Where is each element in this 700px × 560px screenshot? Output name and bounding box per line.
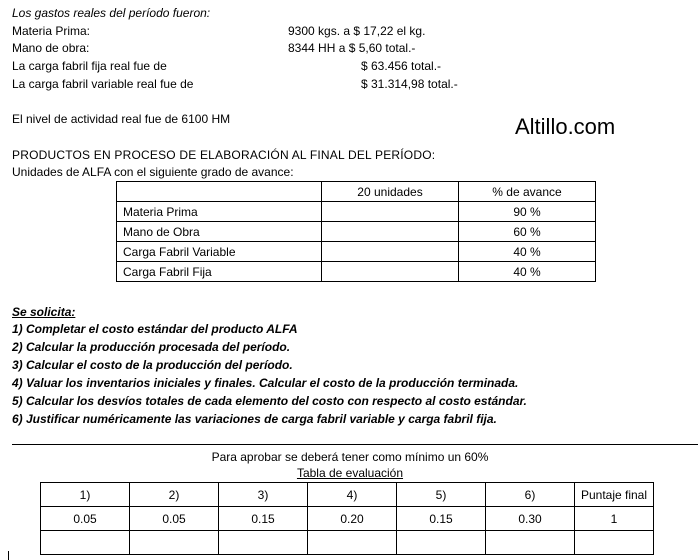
table-header-cell: 1) (41, 483, 130, 507)
row-item: Carga Fabril Fija (117, 262, 322, 282)
row-units (322, 242, 459, 262)
task-item: 2) Calcular la producción procesada del período. (12, 340, 291, 354)
intro-label-carga-fija: La carga fabril fija real fue de (12, 59, 167, 73)
table-header-cell: % de avance (459, 182, 596, 202)
intro-value-carga-variable: $ 31.314,98 total.- (361, 77, 458, 91)
row-item: Materia Prima (117, 202, 322, 222)
score-cell: 0.05 (130, 507, 219, 531)
row-pct: 60 % (459, 222, 596, 242)
table-header-cell (117, 182, 322, 202)
row-units (322, 222, 459, 242)
wip-title: PRODUCTOS EN PROCESO DE ELABORACIÓN AL FINAL DEL PERÍODO: (12, 148, 436, 162)
score-cell: 0.05 (41, 507, 130, 531)
table-header-row (117, 182, 596, 202)
table-row (117, 242, 596, 262)
task-item: 1) Completar el costo estándar del producto ALFA (12, 322, 298, 336)
row-item: Mano de Obra (117, 222, 322, 242)
empty-cell (397, 531, 486, 555)
score-cell: 1 (575, 507, 654, 531)
empty-cell (575, 531, 654, 555)
task-item: 6) Justificar numéricamente las variaciones de carga fabril variable y carga fabril fija. (12, 412, 497, 426)
task-item: 5) Calcular los desvíos totales de cada elemento del costo con respecto al costo estándar. (12, 394, 527, 408)
score-cell: 0.20 (308, 507, 397, 531)
row-item: Carga Fabril Variable (117, 242, 322, 262)
task-item: 3) Calcular el costo de la producción del período. (12, 358, 293, 372)
site-watermark: Altillo.com (515, 114, 616, 139)
divider (12, 444, 698, 445)
table-header-cell: 6) (486, 483, 575, 507)
intro-value-materia-prima: 9300 kgs. a $ 17,22 el kg. (288, 24, 426, 38)
table-row (117, 222, 596, 242)
row-pct: 40 % (459, 262, 596, 282)
table-row (117, 262, 596, 282)
table-header-cell: 2) (130, 483, 219, 507)
empty-cell (486, 531, 575, 555)
empty-cell (308, 531, 397, 555)
table-header-row (41, 483, 654, 507)
evaluation-table (40, 482, 654, 555)
row-units (322, 202, 459, 222)
evaluation-table-title: Tabla de evaluación (296, 466, 404, 480)
table-header-cell: 4) (308, 483, 397, 507)
intro-label-carga-variable: La carga fabril variable real fue de (12, 77, 194, 91)
wip-subtitle: Unidades de ALFA con el siguiente grado de avance: (12, 165, 294, 179)
task-item: 4) Valuar los inventarios iniciales y finales. Calcular el costo de la producción terminada. (12, 376, 519, 390)
empty-cell (219, 531, 308, 555)
table-header-cell: Puntaje final (575, 483, 654, 507)
wip-table (116, 181, 596, 282)
score-cell: 0.15 (219, 507, 308, 531)
row-units (322, 262, 459, 282)
table-row (117, 202, 596, 222)
intro-heading: Los gastos reales del período fueron: (12, 6, 211, 20)
intro-label-materia-prima: Materia Prima: (12, 24, 91, 38)
intro-label-mano-obra: Mano de obra: (12, 41, 90, 55)
pass-note: Para aprobar se deberá tener como mínimo un 60% (211, 450, 489, 464)
table-header-cell: 20 unidades (322, 182, 459, 202)
activity-level: El nivel de actividad real fue de 6100 HM (12, 112, 231, 126)
table-header-cell: 3) (219, 483, 308, 507)
table-row (41, 531, 654, 555)
intro-value-carga-fija: $ 63.456 total.- (361, 59, 442, 73)
empty-cell (41, 531, 130, 555)
text-cursor (8, 551, 9, 560)
score-cell: 0.30 (486, 507, 575, 531)
row-pct: 90 % (459, 202, 596, 222)
intro-value-mano-obra: 8344 HH a $ 5,60 total.- (288, 41, 416, 55)
tasks-title: Se solicita: (12, 305, 76, 319)
table-row (41, 507, 654, 531)
table-header-cell: 5) (397, 483, 486, 507)
empty-cell (130, 531, 219, 555)
row-pct: 40 % (459, 242, 596, 262)
score-cell: 0.15 (397, 507, 486, 531)
